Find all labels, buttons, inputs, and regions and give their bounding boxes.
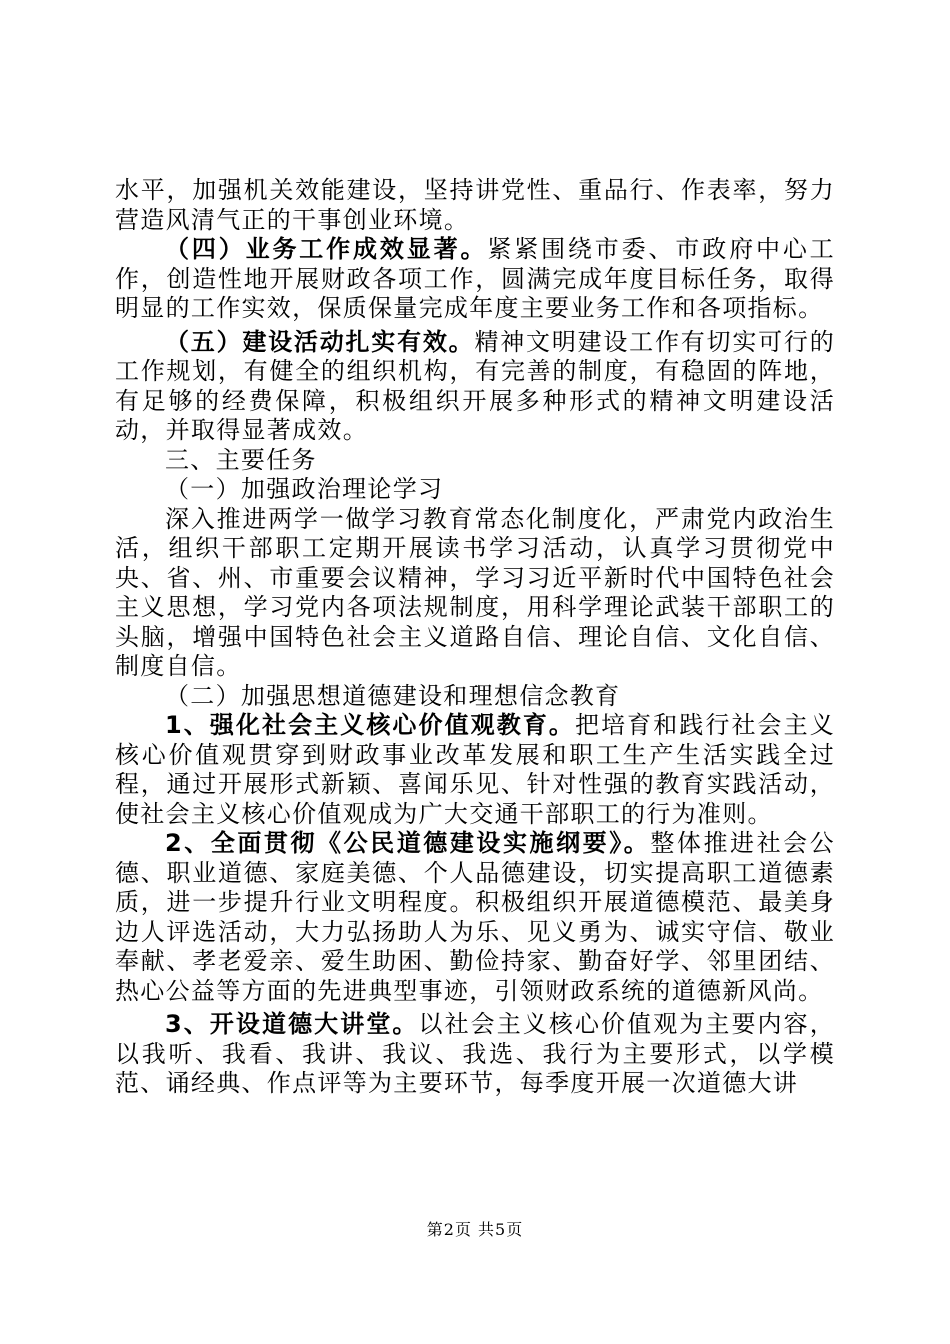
paragraph-political-theory: 深入推进两学一做学习教育常态化制度化，严肃党内政治生活，组织干部职工定期开展读书学习活动，认真学习贯彻党中央、省、州、市重要会议精神，学习习近平新时代中国特色社会主义思想，学习党内各项法规制度，用科学理论武装干部职工的头脑，增强中国特色社会主义道路自信、理论自信、文化自信、制度自信。 bbox=[115, 504, 835, 680]
paragraph-moral-lecture: 3、开设道德大讲堂。以社会主义核心价值观为主要内容，以我听、我看、我讲、我议、我选、我行为主要形式，以学模范、诵经典、作点评等为主要环节，每季度开展一次道德大讲 bbox=[115, 1010, 835, 1097]
document-body bbox=[115, 176, 835, 1099]
subsection-title-moral-construction: （二）加强思想道德建设和理想信念教育 bbox=[165, 681, 621, 710]
page-number-footer: 第2页 共5页 bbox=[426, 1220, 524, 1239]
heading-construction-activities: （五）建设活动扎实有效。 bbox=[165, 327, 475, 356]
subsection-title-political-theory: （一）加强政治理论学习 bbox=[165, 475, 444, 503]
paragraph-3: （五）建设活动扎实有效。精神文明建设工作有切实可行的工作规划，有健全的组织机构，有完善的制度，有稳固的阵地，有足够的经费保障，积极组织开展多种形式的精神文明建设活动，并取得显著成效。 bbox=[115, 327, 835, 444]
heading-moral-outline: 2、全面贯彻《公民道德建设实施纲要》。 bbox=[165, 829, 651, 857]
paragraph-core-values: 1、强化社会主义核心价值观教育。把培育和践行社会主义核心价值观贯穿到财政事业改革发展和职工生产生活实践全过程，通过开展形式新颖、喜闻乐见、针对性强的教育实践活动，使社会主义核心价值观成为广大交通干部职工的行为准则。 bbox=[115, 711, 836, 828]
heading-moral-lecture: 3、开设道德大讲堂。 bbox=[165, 1010, 419, 1038]
paragraph-2: （四）业务工作成效显著。紧紧围绕市委、市政府中心工作，创造性地开展财政各项工作，圆满完成年度目标任务，取得明显的工作实效，保质保量完成年度主要业务工作和各项指标。 bbox=[115, 235, 835, 322]
heading-core-values: 1、强化社会主义核心价值观教育。 bbox=[165, 711, 575, 739]
paragraph-1: 水平，加强机关效能建设，坚持讲党性、重品行、作表率，努力营造风清气正的干事创业环境。 bbox=[115, 176, 835, 234]
heading-business-work: （四）业务工作成效显著。 bbox=[165, 235, 488, 263]
paragraph-moral-outline: 2、全面贯彻《公民道德建设实施纲要》。整体推进社会公德、职业道德、家庭美德、个人品德建设，切实提高职工道德素质，进一步提升行业文明程度。积极组织开展道德模范、最美身边人评选活动，大力弘扬助人为乐、见义勇为、诚实守信、敬业奉献、孝老爱亲、爱生助困、勤俭持家、勤奋好学、邻里团结、热心公益等方面的先进典型事迹，引领财政系统的道德新风尚。 bbox=[115, 829, 835, 1005]
section-title-main-tasks: 三、主要任务 bbox=[165, 445, 317, 474]
